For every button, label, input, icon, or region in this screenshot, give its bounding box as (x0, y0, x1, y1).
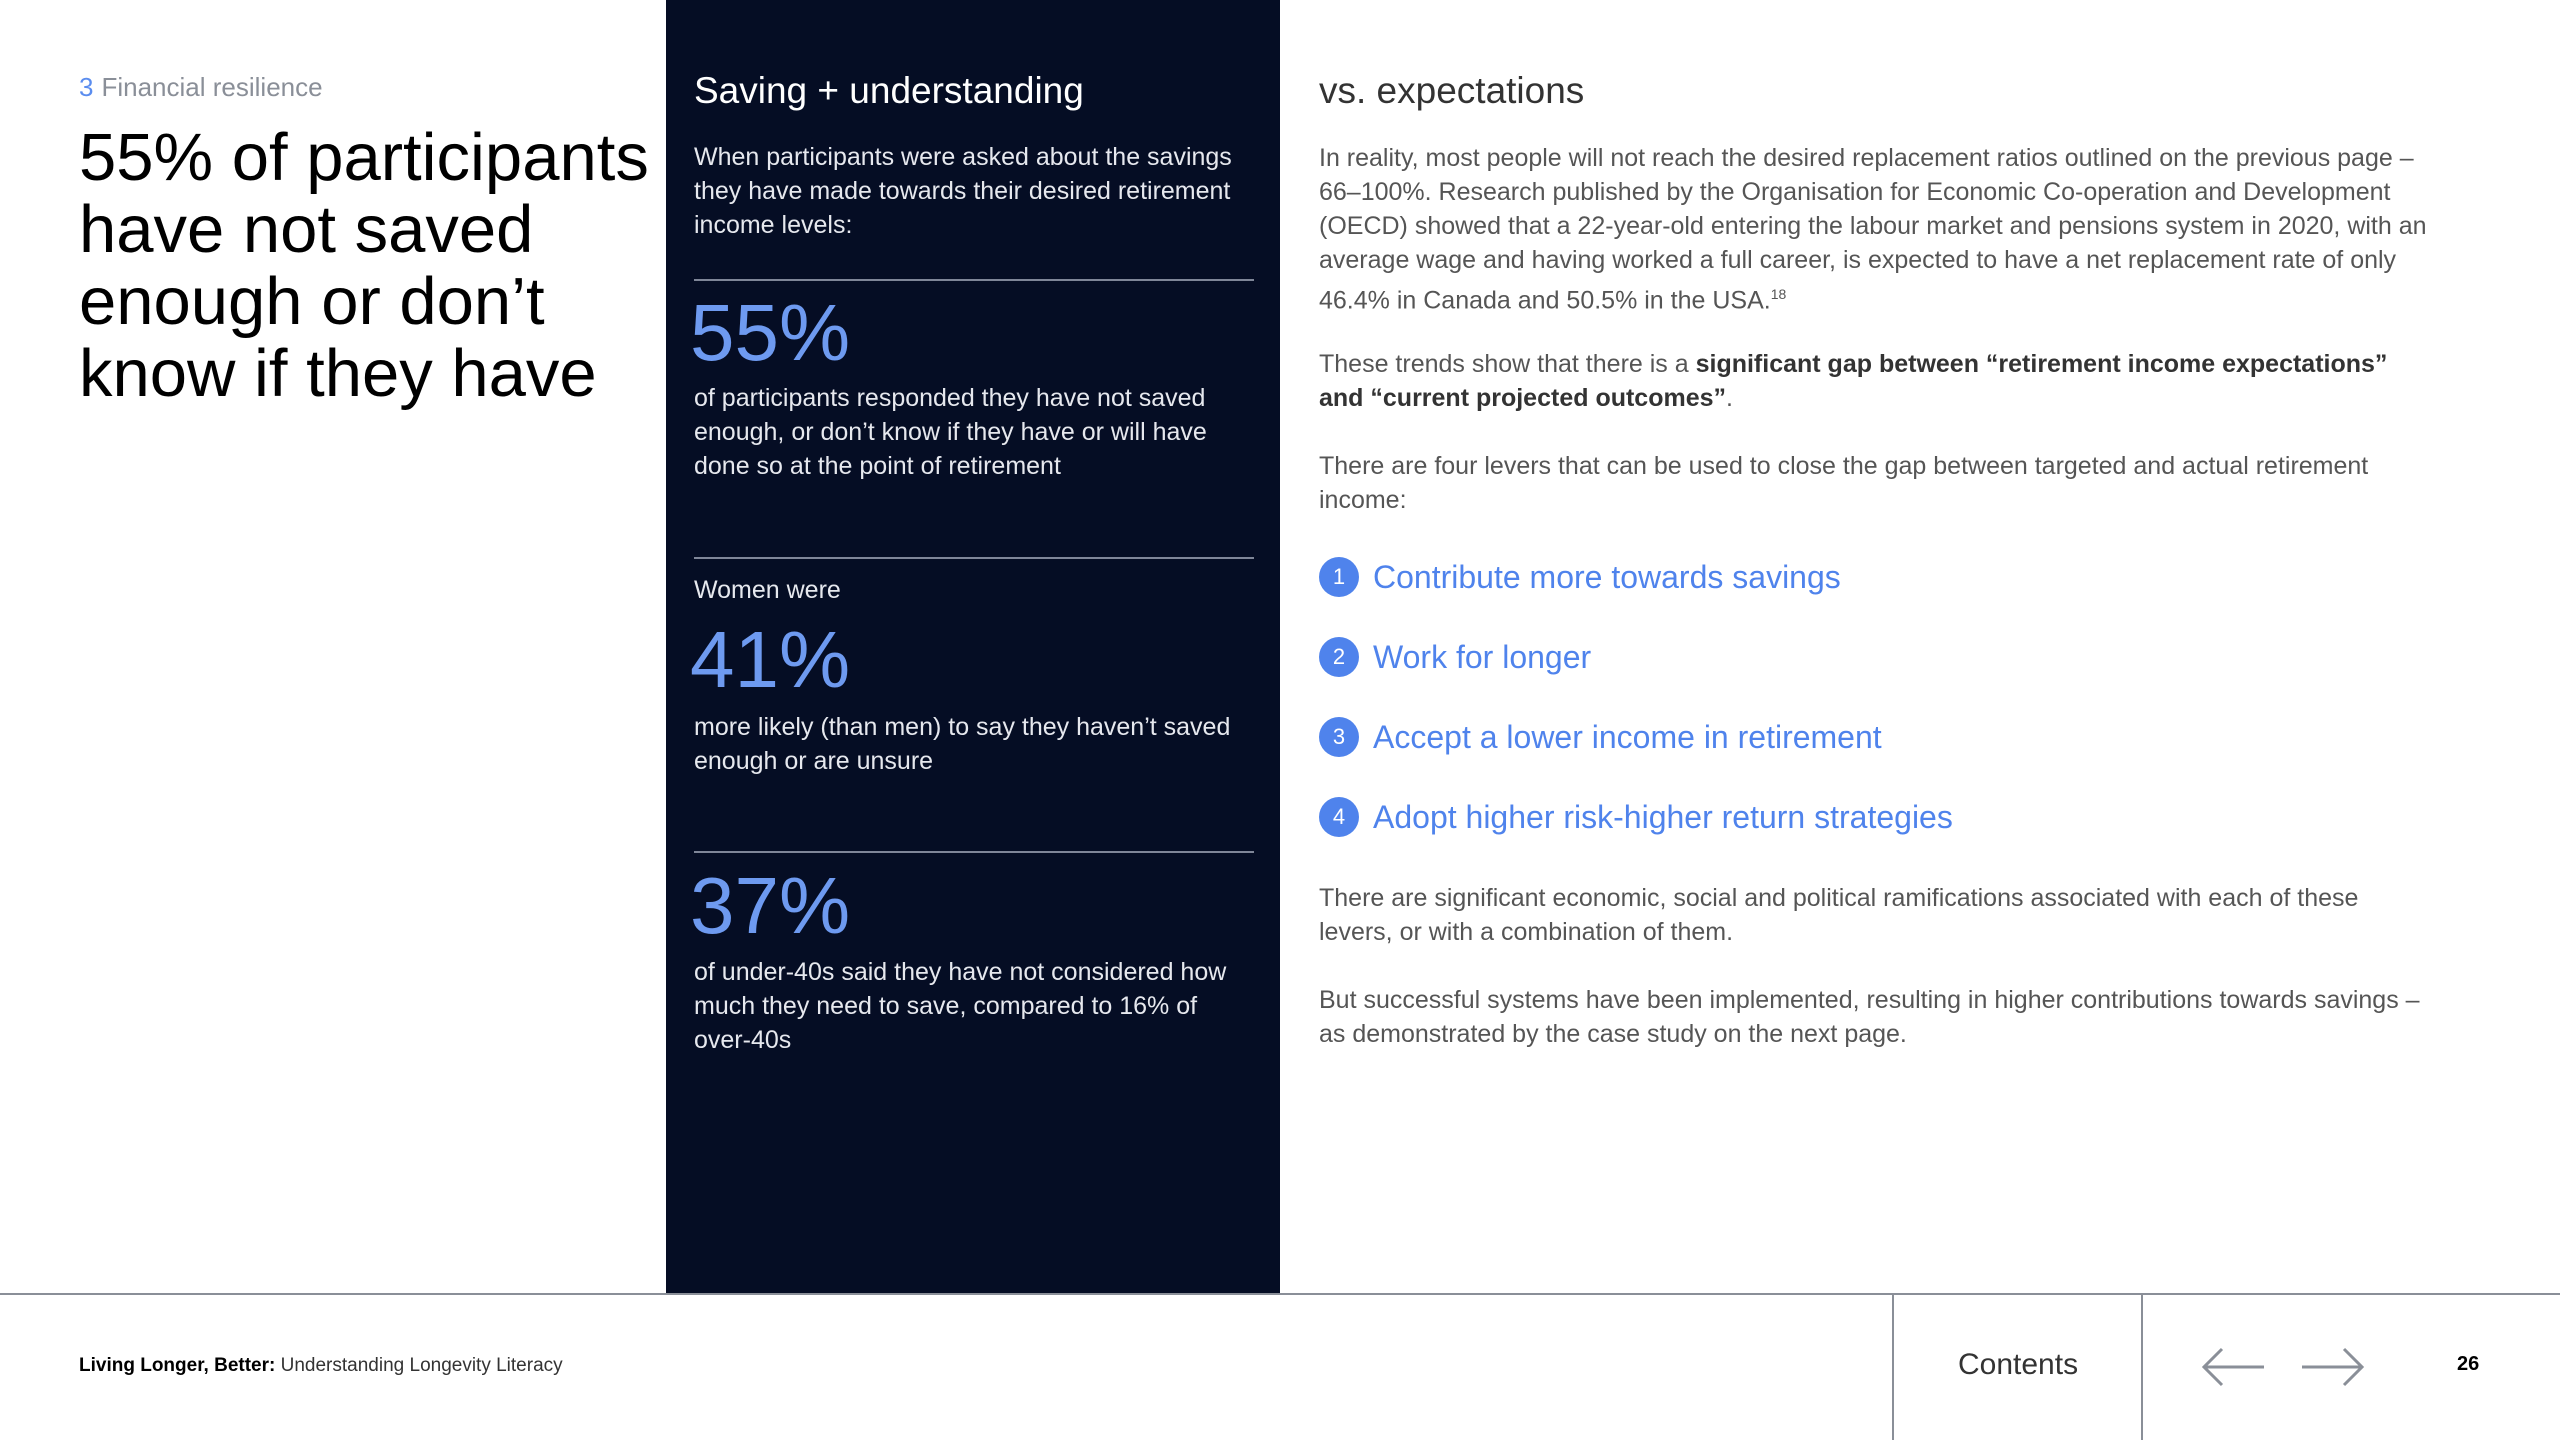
lever-label: Work for longer (1373, 638, 1592, 675)
panel-intro: When participants were asked about the savings they have made towards their desired retirement income levels: (694, 143, 1232, 239)
stat-pre-2: Women were (694, 576, 841, 604)
publication-title: Living Longer, Better: Understanding Longevity Literacy (79, 1355, 563, 1376)
lever-item-4 (1319, 796, 1953, 838)
divider (694, 279, 1254, 281)
stat-text-1: of participants responded they have not saved enough, or don’t know if they have or will have done so at the point of retirement (694, 384, 1207, 480)
stat-text-2: more likely (than men) to say they haven’t saved enough or are unsure (694, 713, 1231, 775)
lever-number-badge: 3 (1319, 717, 1359, 757)
paragraph-levers-intro: There are four levers that can be used to close the gap between targeted and actual retirement income: (1319, 452, 2369, 514)
footnote-ref[interactable]: 18 (1770, 286, 1787, 302)
lever-item-3 (1319, 716, 1882, 758)
contents-link[interactable]: Contents (1958, 1348, 2079, 1381)
paragraph-ramifications: There are significant economic, social and political ramifications associated with each of these levers, or with a combination of them. (1319, 884, 2359, 946)
panel-title: Saving + understanding (694, 70, 1084, 111)
paragraph-oecd: In reality, most people will not reach the desired replacement ratios outlined on the previous page – 66–100%. Research published by the Organisation for Economic Co-operation and Development (OECD) showed that a 22-year-old entering the labour market and pensions system in 2020, with an average wage and having worked a full career, is expected to have a net replacement rate of only 46.4% in Canada and 50.5% in the USA.$^{18}$ (1319, 144, 2427, 315)
footer-divider-line (0, 1293, 2560, 1295)
divider (694, 851, 1254, 853)
arrow-left-icon[interactable] (2198, 1343, 2268, 1391)
footer-divider-vertical (1892, 1293, 1894, 1440)
paragraph-gap: These trends show that there is a significant gap between “retirement income expectations” and “current projected outcomes”. (1319, 350, 2388, 412)
divider (694, 557, 1254, 559)
expectations-title: vs. expectations (1319, 70, 1585, 111)
stat-text-3: of under-40s said they have not considered how much they need to save, compared to 16% of over-40s (694, 958, 1227, 1054)
lever-item-1 (1319, 556, 1841, 598)
paragraph-case-study: But successful systems have been implemented, resulting in higher contributions towards savings – as demonstrated by the case study on the next page. (1319, 986, 2420, 1048)
section-label (79, 72, 323, 103)
page-number: 26 (2457, 1353, 2480, 1375)
page-headline: 55% of participants have not saved enough or don’t know if they have (79, 120, 649, 411)
lever-number-badge: 2 (1319, 637, 1359, 677)
stat-value-2: 41% (690, 615, 851, 704)
section-name: Financial resilience (101, 72, 323, 102)
footer-divider-vertical (2141, 1293, 2143, 1440)
lever-item-2 (1319, 636, 1591, 678)
lever-label: Adopt higher risk-higher return strategies (1373, 798, 1953, 835)
lever-number-badge: 4 (1319, 797, 1359, 837)
lever-label: Accept a lower income in retirement (1373, 718, 1882, 755)
lever-label: Contribute more towards savings (1373, 558, 1841, 595)
saving-understanding-panel (666, 0, 1280, 1293)
stat-value-1: 55% (690, 288, 851, 377)
stat-value-3: 37% (690, 861, 851, 950)
lever-number-badge: 1 (1319, 557, 1359, 597)
section-number: 3 (79, 72, 94, 102)
arrow-right-icon[interactable] (2298, 1343, 2368, 1391)
